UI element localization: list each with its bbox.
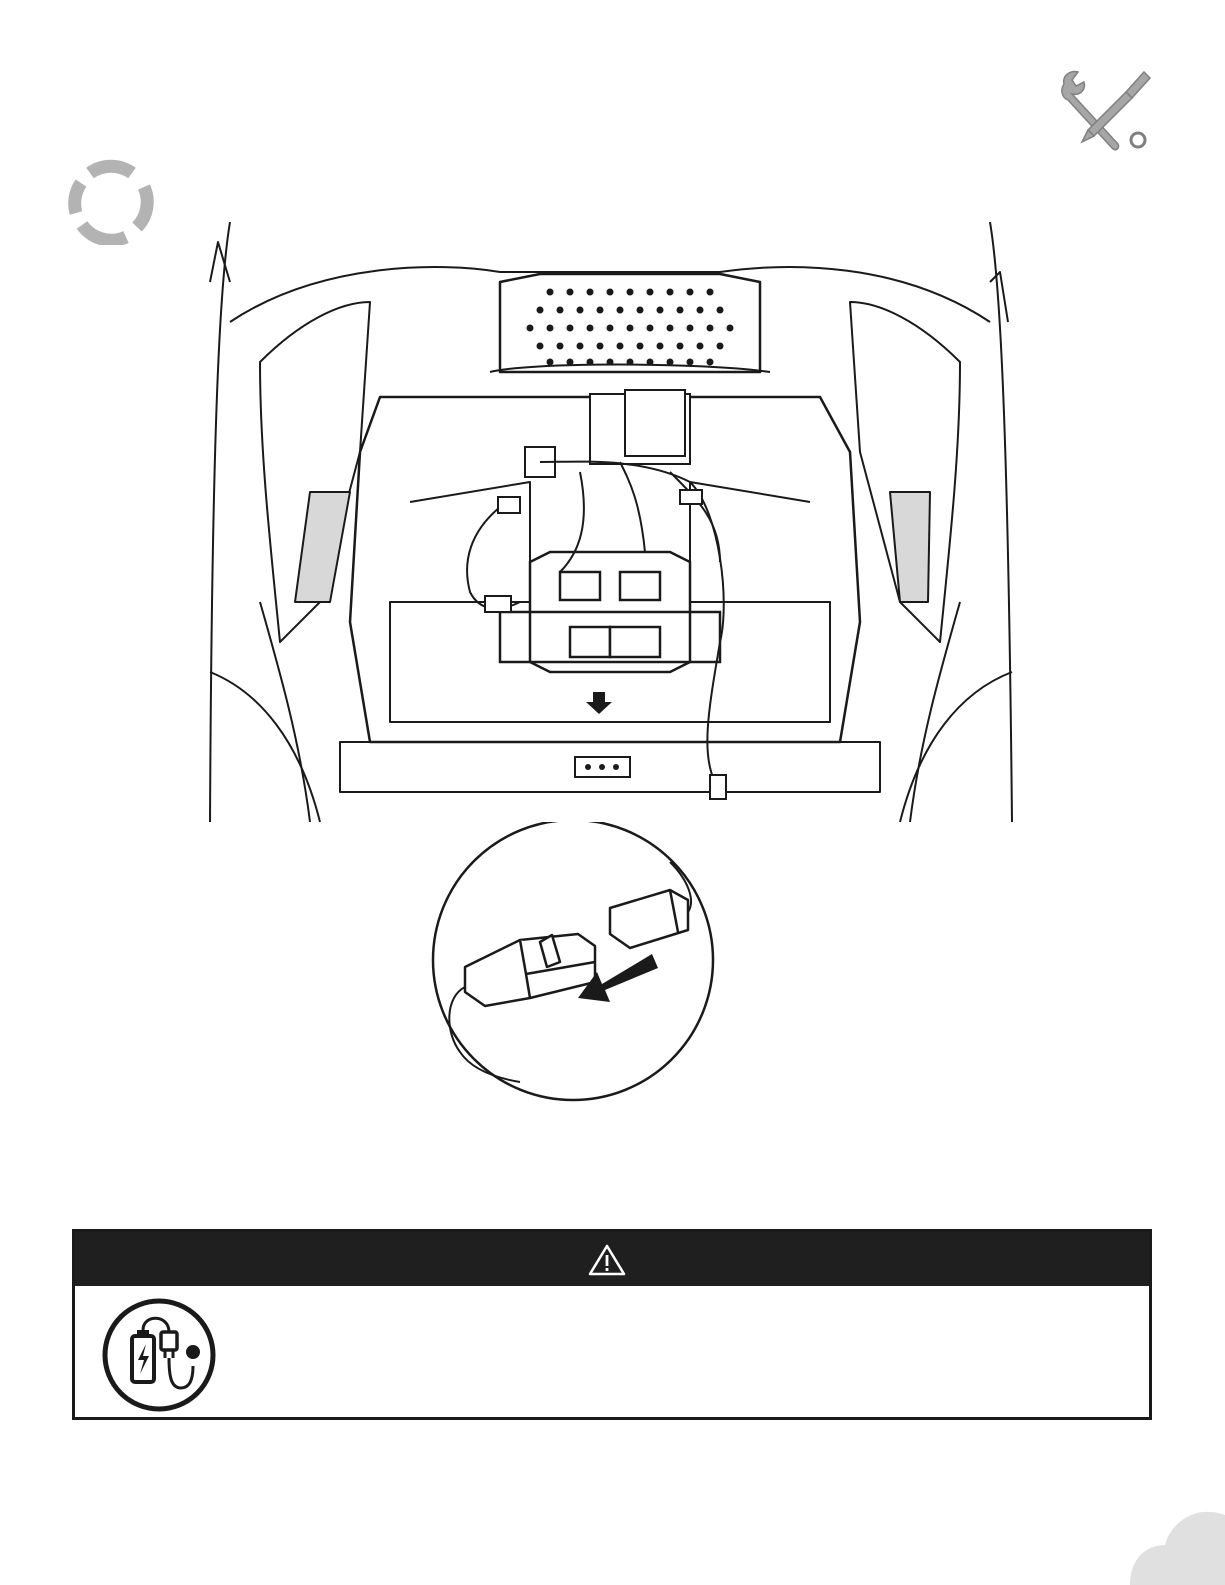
warning-header-bar — [75, 1232, 1149, 1286]
warning-panel — [72, 1229, 1152, 1420]
control-module — [525, 390, 690, 477]
progress-ring-icon — [68, 159, 154, 245]
warning-triangle-icon — [587, 1243, 627, 1277]
connector-detail-callout — [200, 822, 1020, 1112]
battery-charger-plug-icon — [99, 1296, 221, 1414]
car-compartment-illustration — [200, 222, 1020, 822]
wrench-screwdriver-icon — [1060, 70, 1152, 152]
cloud-corner-icon — [1130, 1490, 1225, 1585]
battery-pack — [500, 552, 720, 672]
